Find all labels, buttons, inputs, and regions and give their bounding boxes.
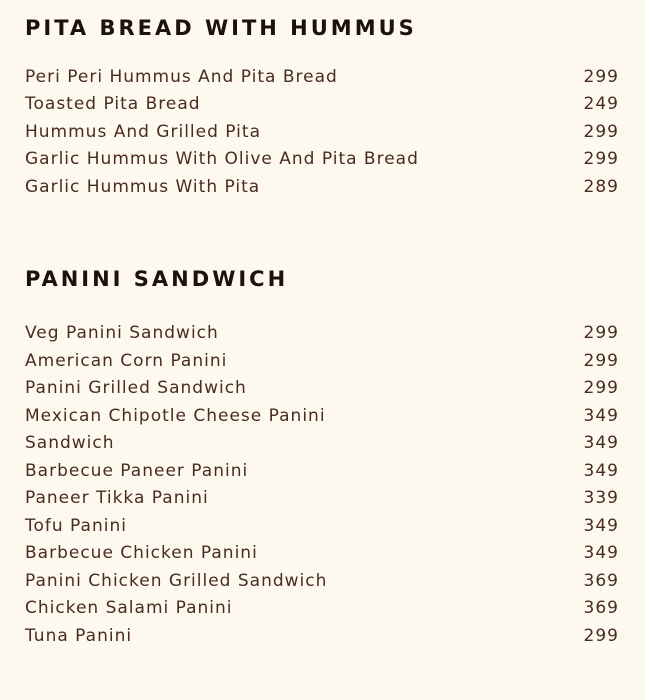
item-price: 299 xyxy=(583,378,619,399)
menu-item xyxy=(25,320,620,348)
item-name: Hummus And Grilled Pita xyxy=(25,121,261,142)
item-price: 339 xyxy=(583,488,619,509)
item-price: 349 xyxy=(583,543,619,564)
item-price: 349 xyxy=(583,515,619,536)
item-name: Paneer Tikka Panini xyxy=(25,488,209,509)
item-name: Barbecue Chicken Panini xyxy=(25,543,258,564)
menu-item xyxy=(25,118,620,146)
menu-item xyxy=(25,430,620,458)
menu-item-list xyxy=(25,320,620,650)
menu-item xyxy=(25,567,620,595)
section-title: PITA BREAD WITH HUMMUS xyxy=(25,16,417,40)
menu-page xyxy=(25,0,620,650)
item-price: 349 xyxy=(583,405,619,426)
menu-section-pita-bread xyxy=(25,16,620,201)
menu-item xyxy=(25,595,620,623)
menu-item xyxy=(25,485,620,513)
section-title: PANINI SANDWICH xyxy=(25,266,289,291)
item-price: 299 xyxy=(583,121,619,142)
menu-section-panini-sandwich xyxy=(25,267,620,650)
menu-item xyxy=(25,540,620,568)
item-name: American Corn Panini xyxy=(25,350,228,371)
menu-item-list xyxy=(25,63,620,201)
item-price: 299 xyxy=(583,66,619,87)
item-name: Panini Grilled Sandwich xyxy=(25,378,247,399)
menu-item xyxy=(25,347,620,375)
menu-item xyxy=(25,63,620,91)
item-name: Mexican Chipotle Cheese Panini xyxy=(25,405,326,426)
item-price: 289 xyxy=(583,176,619,197)
menu-item xyxy=(25,622,620,650)
item-name: Tofu Panini xyxy=(25,515,127,536)
menu-item xyxy=(25,402,620,430)
item-name: Veg Panini Sandwich xyxy=(25,323,219,344)
item-price: 349 xyxy=(583,460,619,481)
item-price: 299 xyxy=(583,350,619,371)
item-name: Garlic Hummus With Pita xyxy=(25,176,261,197)
menu-item xyxy=(25,512,620,540)
item-name: Panini Chicken Grilled Sandwich xyxy=(25,570,328,591)
item-price: 299 xyxy=(583,625,619,646)
menu-item xyxy=(25,375,620,403)
item-name: Toasted Pita Bread xyxy=(25,94,201,115)
menu-item xyxy=(25,457,620,485)
item-name: Garlic Hummus With Olive And Pita Bread xyxy=(25,149,419,170)
item-name: Tuna Panini xyxy=(25,625,133,646)
item-price: 349 xyxy=(583,433,619,454)
menu-item xyxy=(25,173,620,201)
item-name: Barbecue Paneer Panini xyxy=(25,460,249,481)
item-price: 369 xyxy=(583,598,619,619)
item-name: Sandwich xyxy=(25,433,115,454)
item-price: 299 xyxy=(583,323,619,344)
item-name: Chicken Salami Panini xyxy=(25,598,233,619)
item-price: 299 xyxy=(583,149,619,170)
menu-item xyxy=(25,91,620,119)
menu-item xyxy=(25,146,620,174)
item-price: 369 xyxy=(583,570,619,591)
item-name: Peri Peri Hummus And Pita Bread xyxy=(25,66,338,87)
item-price: 249 xyxy=(583,94,619,115)
